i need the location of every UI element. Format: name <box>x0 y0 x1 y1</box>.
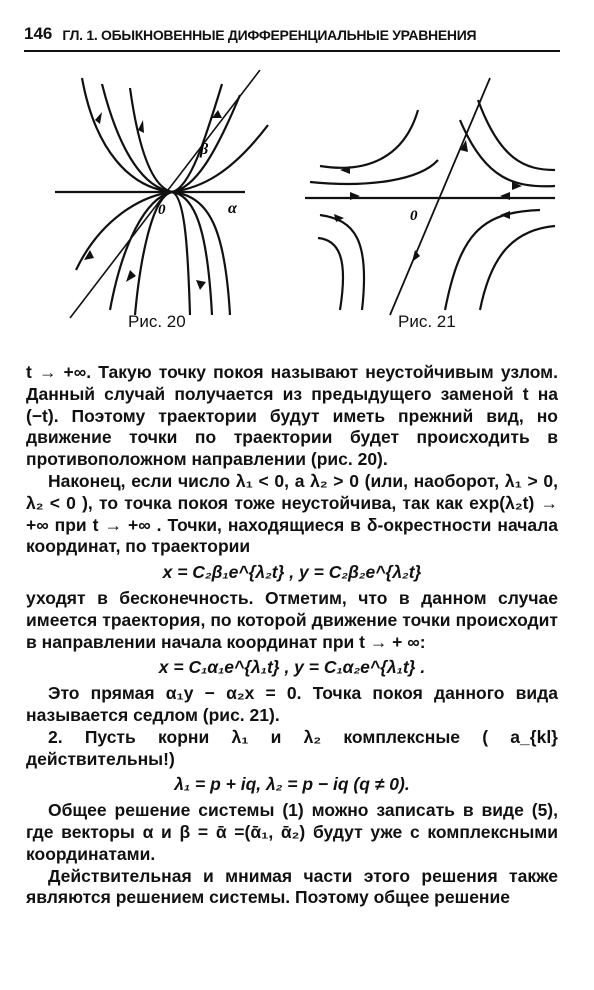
running-title: ГЛ. 1. ОБЫКНОВЕННЫЕ ДИФФЕРЕНЦИАЛЬНЫЕ УРАВНЕНИЯ <box>62 27 477 43</box>
paragraph: 2. Пусть корни λ₁ и λ₂ комплексные ( a_{kl} действительны!) <box>26 726 558 769</box>
paragraph: уходят в бесконечность. Отметим, что в данном случае имеется траектория, по которой движение точки происходит в направлении начала координат при t → + ∞: <box>26 587 558 652</box>
figure-21 <box>300 70 560 320</box>
paragraph: Действительная и мнимая части этого решения также являются решением системы. Поэтому общее решение <box>26 865 558 908</box>
equation: x = C₂β₁e^{λ₂t} , y = C₂β₂e^{λ₂t} <box>162 562 422 583</box>
label-origin: 0 <box>158 202 166 218</box>
caption-fig21: Рис. 21 <box>398 312 456 331</box>
body-text <box>26 362 558 909</box>
label-origin: 0 <box>410 208 418 224</box>
equation: λ₁ = p + iq, λ₂ = p − iq (q ≠ 0). <box>174 774 410 795</box>
label-alpha: α <box>228 200 237 217</box>
figure-20 <box>40 70 280 320</box>
paragraph: Это прямая α₁y − α₂x = 0. Точка покоя данного вида называется седлом (рис. 21). <box>26 683 558 725</box>
equation: x = C₁α₁e^{λ₁t} , y = C₁α₂e^{λ₁t} . <box>158 657 426 678</box>
figures-area <box>0 60 594 360</box>
paragraph: Общее решение системы (1) можно записать в виде (5), где векторы α и β = ᾱ =(ᾱ₁, ᾱ₂) будут уже с комплексными координатами. <box>26 800 558 864</box>
paragraph: t → +∞. Такую точку покоя называют неустойчивым узлом. Данный случай получается из предыдущего заменой t на (−t). Поэтому траектории будут иметь прежний вид, но движение точки по траектории будет происходить в противоположном направлении (рис. 20). <box>26 362 558 470</box>
running-header <box>24 22 560 52</box>
paragraph: Наконец, если число λ₁ < 0, а λ₂ > 0 (или, наоборот, λ₁ > 0, λ₂ < 0 ), то точка покоя тоже неустойчива, так как exp(λ₂t) → +∞ при t → +∞ . Точки, находящиеся в δ-окрестности начала координат, по траектории <box>26 470 558 557</box>
label-beta: β <box>200 141 209 158</box>
page-number: 146 <box>24 24 53 43</box>
caption-fig20: Рис. 20 <box>128 312 186 331</box>
separatrix-diagonal <box>390 78 490 315</box>
